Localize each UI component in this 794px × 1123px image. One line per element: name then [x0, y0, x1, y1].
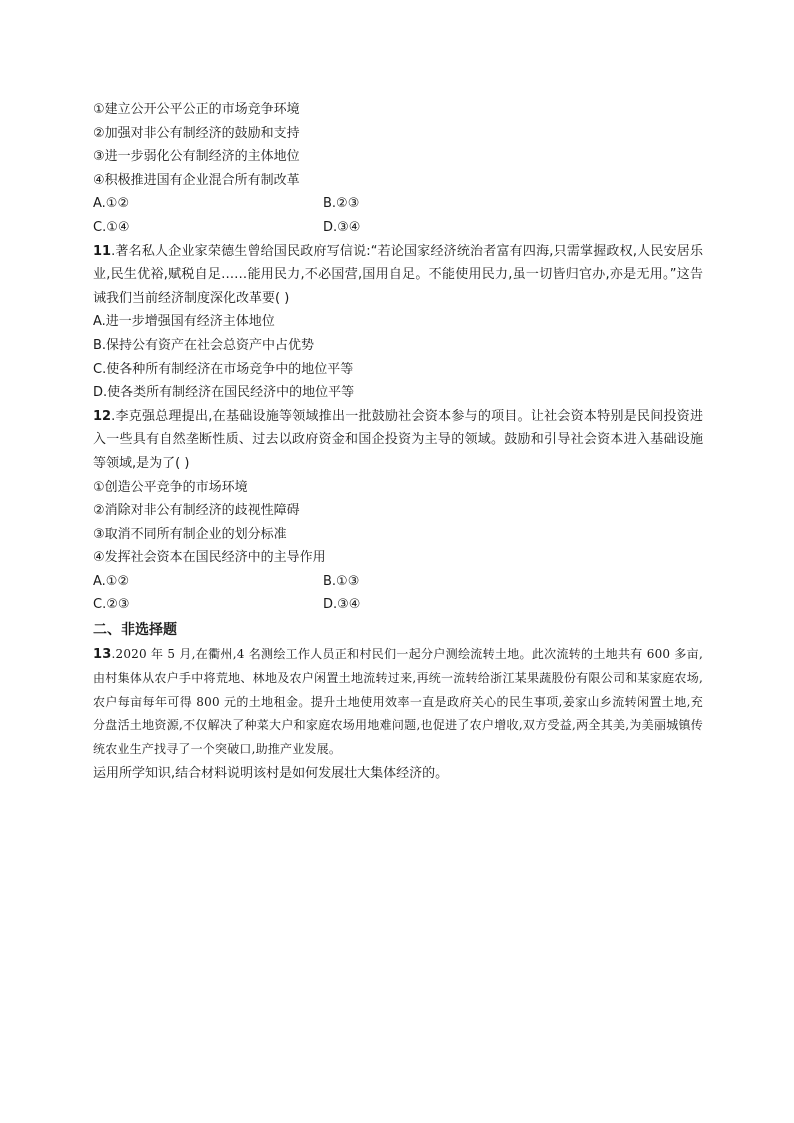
- q10-option-d[interactable]: D.③④: [323, 219, 361, 235]
- q12-statement-4: ④发挥社会资本在国民经济中的主导作用: [93, 550, 326, 566]
- q12-options-row-2: [93, 593, 703, 617]
- q12-statement-1: ①创造公平竞争的市场环境: [93, 479, 248, 495]
- q12-options-row-1: [93, 570, 703, 594]
- q13-question: 运用所学知识,结合材料说明该村是如何发展壮大集体经济的。: [93, 766, 449, 782]
- q11-block: [93, 240, 703, 405]
- q12-option-b[interactable]: B.①③: [323, 573, 360, 589]
- q13-number: 13: [93, 647, 112, 663]
- q11-stem: [93, 240, 703, 311]
- q12-stem: [93, 405, 703, 476]
- q10-option-a[interactable]: A.①②: [93, 196, 130, 212]
- q11-choice-b[interactable]: B.保持公有资产在社会总资产中占优势: [93, 337, 315, 353]
- q12-option-c[interactable]: C.②③: [93, 597, 130, 613]
- q12-number: 12: [93, 408, 112, 424]
- q10-block: [93, 98, 703, 240]
- exam-page: [93, 98, 703, 786]
- q12-statement-3: ③取消不同所有制企业的划分标准: [93, 526, 287, 542]
- q10-option-b[interactable]: B.②③: [323, 196, 360, 212]
- q10-option-c[interactable]: C.①④: [93, 219, 130, 235]
- q13-block: [93, 643, 703, 786]
- q11-choice-c[interactable]: C.使各种所有制经济在市场竞争中的地位平等: [93, 361, 354, 377]
- q12-option-d[interactable]: D.③④: [323, 597, 361, 613]
- q12-statement-2: ②消除对非公有制经济的歧视性障碍: [93, 503, 300, 519]
- q13-material: [93, 643, 703, 762]
- section-title: 二、非选择题: [93, 622, 177, 639]
- q10-statement-4: ④积极推进国有企业混合所有制改革: [93, 172, 300, 188]
- q12-stem-text: .李克强总理提出,在基础设施等领域推出一批鼓励社会资本参与的项目。让社会资本特别是民间投资进入一些具有自然垄断性质、过去以政府资金和国企投资为主导的领域。鼓励和引导社会资本进入基础设施等领域,是为了( ): [93, 408, 703, 471]
- q10-options-row-2: [93, 216, 703, 240]
- q10-statement-3: ③进一步弱化公有制经济的主体地位: [93, 149, 300, 165]
- q11-stem-text: .著名私人企业家荣德生曾给国民政府写信说:“若论国家经济统治者富有四海,只需掌握政权,人民安居乐业,民生优裕,赋税自足……能用民力,不必国营,国用自足。不能使用民力,虽一切皆归官办,亦是无用。”这告诫我们当前经济制度深化改革要( ): [93, 243, 703, 306]
- q10-statement-1: ①建立公开公平公正的市场竞争环境: [93, 102, 300, 117]
- q11-number: 11: [93, 243, 112, 259]
- q12-option-a[interactable]: A.①②: [93, 573, 130, 589]
- q11-choice-d[interactable]: D.使各类所有制经济在国民经济中的地位平等: [93, 385, 355, 401]
- q12-block: [93, 405, 703, 617]
- q11-choice-a[interactable]: A.进一步增强国有经济主体地位: [93, 314, 275, 330]
- q10-options-row-1: [93, 192, 703, 216]
- q10-statement-2: ②加强对非公有制经济的鼓励和支持: [93, 125, 300, 141]
- q13-material-text: .2020 年 5 月,在衢州,4 名测绘工作人员正和村民们一起分户测绘流转土地。此次流转的土地共有 600 多亩,由村集体从农户手中将荒地、林地及农户闲置土地流转过来,再统一流转给浙江某果蔬股份有限公司和某家庭农场,农户每亩每年可得 800 元的土地租金。提升土地使用效率一直是政府关心的民生事项,姜家山乡流转闲置土地,充分盘活土地资源,不仅解决了种菜大户和家庭农场用地难问题,也促进了农户增收,双方受益,两全其美,为美丽城镇传统农业生产找寻了一个突破口,助推产业发展。: [93, 647, 703, 757]
